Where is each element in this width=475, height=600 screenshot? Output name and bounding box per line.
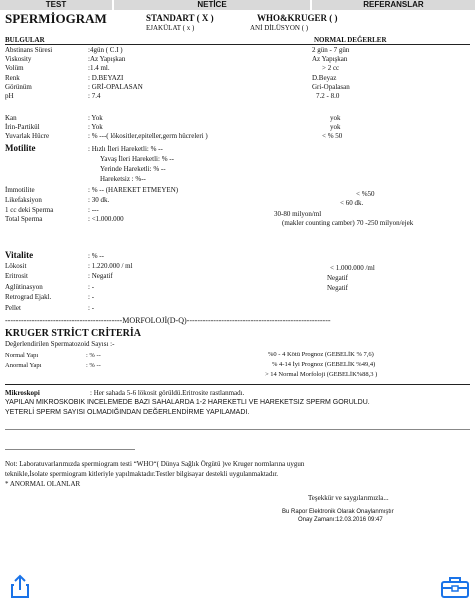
row-label: Yuvarlak Hücre — [5, 132, 50, 140]
row-ref: 30-80 milyon/ml — [274, 210, 322, 218]
row-value: :1.4 ml. — [88, 64, 110, 72]
note-line: teknikle,İsolate spermiogram kitleriyle yapılmaktadır.Testler bilgisayar destekli uygulanmaktadır. — [5, 470, 279, 478]
toolbox-icon[interactable] — [440, 576, 470, 598]
normal-yapi-label: Normal Yapı — [5, 352, 39, 359]
vitalite-heading: Vitalite — [5, 250, 34, 260]
row-label: Volüm — [5, 64, 24, 72]
row-label: Retrograd Ejakl. — [5, 293, 52, 301]
standart-option: STANDART ( X ) — [146, 13, 214, 23]
row-value: : D.BEYAZI — [88, 74, 124, 82]
header-bar — [0, 0, 475, 10]
row-label: Lökosit — [5, 262, 27, 270]
row-label: İrin-Partikül — [5, 123, 40, 131]
motilite-line: Hareketsiz : %-- — [100, 175, 146, 183]
row-label: Abstinans Süresi — [5, 46, 53, 54]
row-value: : <1.000.000 — [88, 215, 124, 223]
prognoz-line: > 14 Normal Morfoloji (GEBELİK%88,3 ) — [265, 371, 378, 378]
row-label: Renk — [5, 74, 20, 82]
row-value: : Negatif — [88, 272, 113, 280]
row-value: : % -- (HAREKET ETMEYEN) — [88, 186, 179, 194]
row-value: : Yok — [88, 114, 103, 122]
row-ref: > 2 cc — [322, 64, 340, 72]
divider — [5, 429, 470, 430]
summary-line: YAPILAN MİKROSKOBİK İNCELEMEDE BAZI SAHALARDA 1-2 HAREKETLİ VE HAREKETSİZ SPERM GÖRÜLDÜ. — [5, 399, 370, 406]
row-value: : 1.220.000 / ml — [88, 262, 133, 270]
row-ref: Az Yapışkan — [312, 55, 348, 63]
ejakulat-option: EJAKÜLAT ( x ) — [146, 24, 195, 32]
tab-referanslar: REFERANSLAR — [312, 0, 475, 10]
mikroskopi-label: Mikroskopi — [5, 389, 40, 397]
prognoz-line: % 4-14 İyi Prognoz (GEBELİK %49,4) — [272, 361, 376, 368]
row-label: İmmotilite — [5, 186, 35, 194]
row-ref: < %50 — [356, 190, 375, 198]
kruger-heading: KRUGER STRİCT CRİTERİA — [5, 328, 141, 339]
divider — [5, 44, 470, 45]
degerlendirilen-label: Değerlendirilen Spermatozoid Sayısı :- — [5, 340, 115, 348]
row-ref: < 1.000.000 /ml — [330, 264, 375, 272]
row-label: Pellet — [5, 304, 21, 312]
motilite-heading: Motilite — [5, 143, 36, 153]
bottom-toolbar — [0, 562, 475, 600]
row-label: Kan — [5, 114, 17, 122]
row-value: :Az Yapışkan — [88, 55, 126, 63]
approval-line: Onay Zamanı:12.03.2016 09:47 — [298, 517, 383, 523]
motilite-line: Yavaş İleri Hareketli: % -- — [100, 155, 174, 163]
row-label: Eritrosit — [5, 272, 28, 280]
row-value: : - — [88, 293, 95, 301]
tab-netice: NETİCE — [114, 0, 310, 10]
prognoz-line: %0 - 4 Kötü Prognoz (GEBELİK % 7,6) — [268, 351, 374, 358]
mikroskopi-text: : Her sahada 5-6 lökosit görüldü.Eritrosite rastlanmadı. — [90, 389, 245, 397]
approval-line: Bu Rapor Elektronik Olarak Onaylanmıştır — [282, 509, 394, 515]
bulgular-heading: BULGULAR — [5, 36, 45, 44]
share-icon[interactable] — [10, 574, 30, 598]
note-line: Not: Laboratuvarlarımızda spermiogram testi “WHO“( Dünya Sağlık Örgütü )ve Kruger normlarına uygun — [5, 460, 305, 468]
row-value: :4gün ( C.I ) — [88, 46, 123, 54]
morfoloji-divider: --------------------------------------------MORFOLOJİ(D-Q)------------------------------------------------------ — [5, 316, 331, 325]
anormal-yapi-label: Anormal Yapı — [5, 362, 42, 369]
row-value: : 30 dk. — [88, 196, 110, 204]
row-label: Likefaksiyon — [5, 196, 42, 204]
divider — [5, 449, 135, 450]
normal-values-heading: NORMAL DEĞERLER — [314, 36, 387, 44]
row-label: Görünüm — [5, 83, 32, 91]
row-ref: yok — [330, 114, 341, 122]
normal-yapi-value: : % -- — [86, 352, 101, 359]
row-ref: Negatif — [327, 274, 348, 282]
row-label: pH — [5, 92, 14, 100]
row-value: : - — [88, 304, 95, 312]
page-title: SPERMİOGRAM — [5, 11, 107, 26]
row-ref: 7.2 - 8.0 — [316, 92, 340, 100]
motilite-line: Yerinde Hareketli: % -- — [100, 165, 166, 173]
motilite-line: : Hızlı İleri Hareketli: % -- — [88, 145, 163, 153]
divider — [5, 384, 470, 385]
row-ref: Gri-Opalasan — [312, 83, 350, 91]
row-value: : GRİ-OPALASAN — [88, 83, 143, 91]
tab-test: TEST — [0, 0, 112, 10]
row-value: : 7.4 — [88, 92, 101, 100]
ani-dilusyon-option: ANİ DİLÜSYON ( ) — [250, 24, 309, 32]
row-ref: Negatif — [327, 284, 348, 292]
row-value: : --- — [88, 206, 99, 214]
note-line: * ANORMAL OLANLAR — [5, 480, 81, 488]
anormal-yapi-value: : % -- — [86, 362, 101, 369]
thanks-text: Teşekkür ve saygılarımızla... — [308, 494, 389, 502]
row-ref: < 60 dk. — [340, 199, 364, 207]
row-label: Aglütinasyon — [5, 283, 43, 291]
row-ref: < % 50 — [322, 132, 343, 140]
row-label: 1 cc deki Sperma — [5, 206, 54, 214]
row-ref: 2 gün - 7 gün — [312, 46, 350, 54]
row-ref: yok — [330, 123, 341, 131]
row-value: : - — [88, 283, 95, 291]
vitalite-value: : % -- — [88, 252, 104, 260]
row-value: : % ---( lökositler,epiteller,germ hücreleri ) — [88, 132, 208, 140]
row-ref: (makler counting camber) 70 -250 milyon/ejek — [282, 219, 414, 227]
row-label: Total Sperma — [5, 215, 43, 223]
who-kruger-option: WHO&KRUGER ( ) — [257, 13, 338, 23]
row-value: : Yok — [88, 123, 103, 131]
row-ref: D.Beyaz — [312, 74, 337, 82]
summary-line: YETERLİ SPERM SAYISI OLMADIĞINDAN DEĞERLENDİRME YAPILAMADI. — [5, 409, 250, 416]
row-label: Viskosity — [5, 55, 32, 63]
